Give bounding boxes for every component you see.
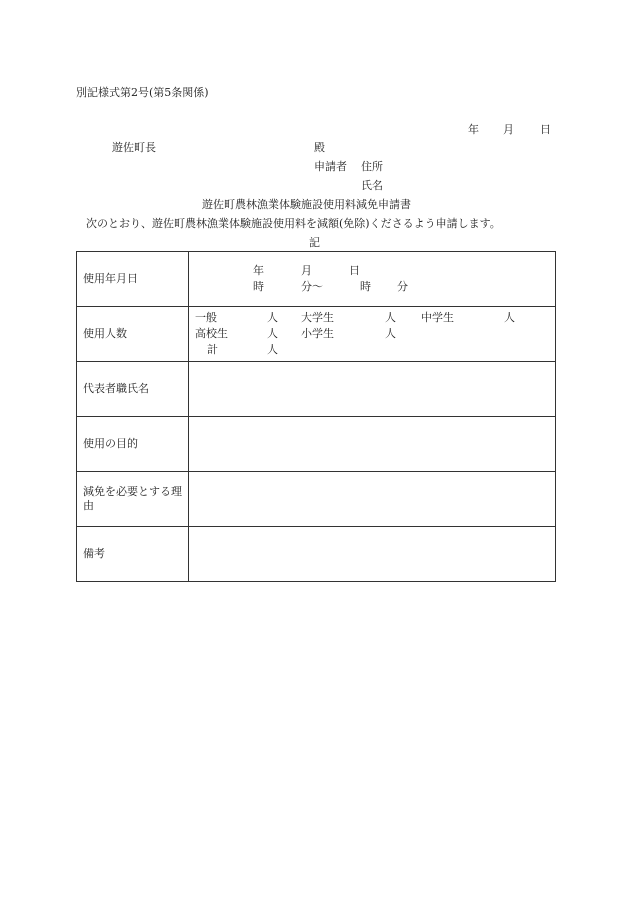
cell-day: 日 <box>349 264 360 277</box>
table-row <box>77 362 556 417</box>
intro-text: 次のとおり、遊佐町農林漁業体験施設使用料を減額(免除)くださるよう申請します。 <box>86 217 501 230</box>
cell-hour: 時 <box>253 280 264 293</box>
reduction-reason-cell <box>189 472 556 527</box>
table-row <box>77 417 556 472</box>
table-row <box>77 307 556 362</box>
table-row <box>77 472 556 527</box>
addressee: 遊佐町長 <box>112 141 156 154</box>
cell-month: 月 <box>301 264 312 277</box>
people-unit: 人 <box>267 343 278 356</box>
cell-minute-from: 分～ <box>301 280 323 293</box>
cell-year: 年 <box>253 264 264 277</box>
usage-date-cell <box>189 252 556 307</box>
attendance-cell <box>189 307 556 362</box>
people-university: 大学生 <box>301 311 334 324</box>
people-unit: 人 <box>267 311 278 324</box>
people-unit: 人 <box>385 327 396 340</box>
form-number: 別記様式第2号(第5条関係) <box>76 86 209 99</box>
people-high-school: 高校生 <box>195 327 228 340</box>
representative-label: 代表者職氏名 <box>77 362 189 417</box>
people-total: 計 <box>207 343 218 356</box>
honorific: 殿 <box>314 141 325 154</box>
people-elementary: 小学生 <box>301 327 334 340</box>
people-unit: 人 <box>504 311 515 324</box>
date-year-label: 年 <box>468 123 479 136</box>
reduction-reason-label: 減免を必要とする理由 <box>77 472 189 527</box>
people-unit: 人 <box>267 327 278 340</box>
representative-cell <box>189 362 556 417</box>
people-middle-school: 中学生 <box>421 311 454 324</box>
name-label: 氏名 <box>361 179 383 192</box>
table-row <box>77 252 556 307</box>
ki-label: 記 <box>309 236 320 249</box>
application-table <box>76 251 556 582</box>
people-general: 一般 <box>195 311 217 324</box>
usage-date-label: 使用年月日 <box>77 252 189 307</box>
people-unit: 人 <box>385 311 396 324</box>
date-day-label: 日 <box>540 123 551 136</box>
table-row <box>77 527 556 582</box>
date-month-label: 月 <box>503 123 514 136</box>
remarks-label: 備考 <box>77 527 189 582</box>
remarks-cell <box>189 527 556 582</box>
cell-hour-end: 時 <box>360 280 371 293</box>
attendance-label: 使用人数 <box>77 307 189 362</box>
applicant-label: 申請者 <box>314 160 347 173</box>
cell-minute-end: 分 <box>397 280 408 293</box>
purpose-label: 使用の目的 <box>77 417 189 472</box>
address-label: 住所 <box>361 160 383 173</box>
document-title: 遊佐町農林漁業体験施設使用料減免申請書 <box>202 198 411 211</box>
purpose-cell <box>189 417 556 472</box>
